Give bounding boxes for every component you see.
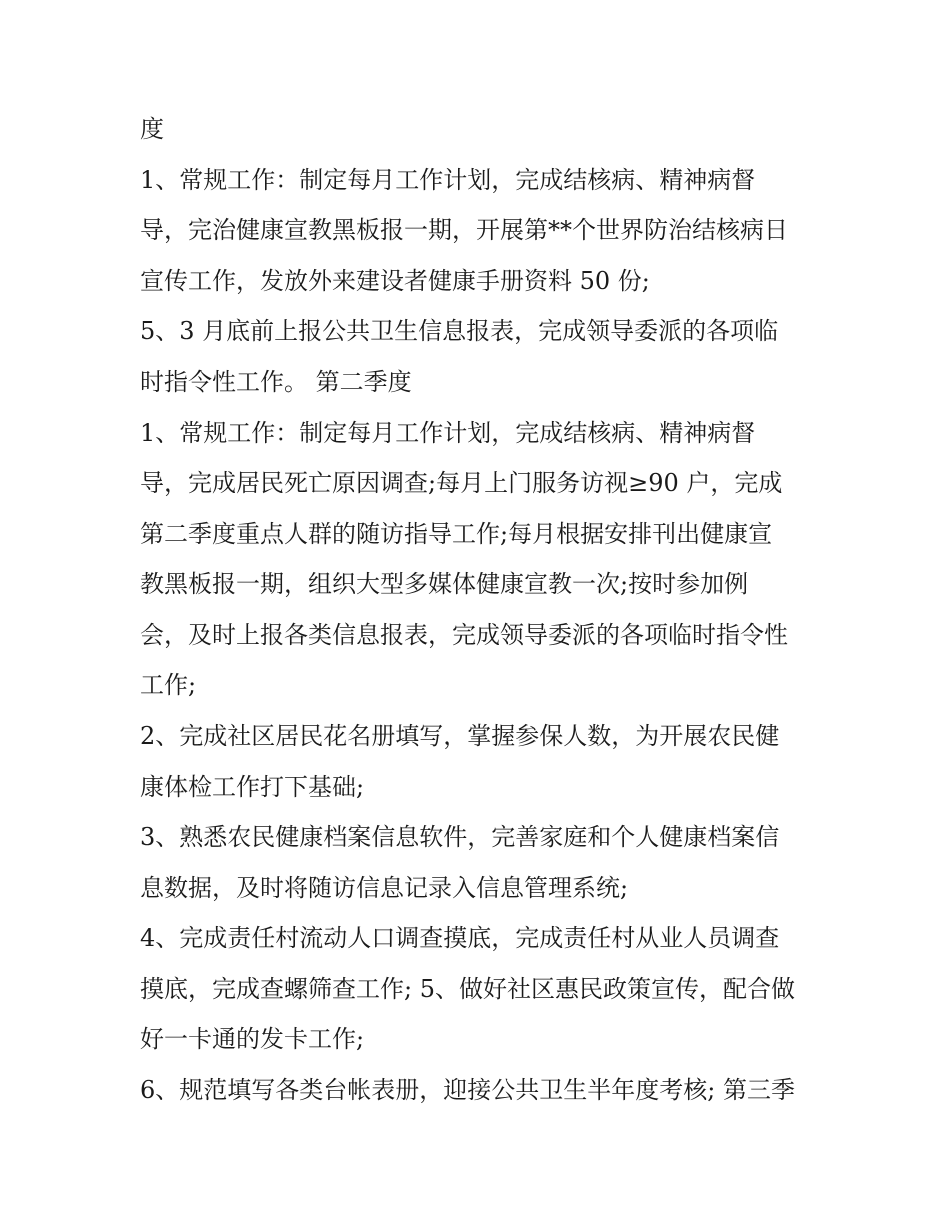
text-line: 6、规范填写各类台帐表册，迎接公共卫生半年度考核; 第三季 [140,1076,795,1104]
text-line: 导，完成居民死亡原因调查;每月上门服务访视≥90 户，完成 [140,469,783,497]
text-line: 3、熟悉农民健康档案信息软件，完善家庭和个人健康档案信 [140,823,780,851]
text-line: 1、常规工作：制定每月工作计划，完成结核病、精神病督 [140,419,756,447]
text-line: 好一卡通的发卡工作; [140,1025,365,1053]
text-line: 会，及时上报各类信息报表，完成领导委派的各项临时指令性 [140,621,788,649]
text-line: 导，完治健康宣教黑板报一期，开展第**个世界防治结核病日 [140,216,788,244]
text-line: 时指令性工作。 第二季度 [140,368,412,396]
text-line: 宣传工作，发放外来建设者健康手册资料 50 份; [140,267,650,295]
text-line: 2、完成社区居民花名册填写，掌握参保人数，为开展农民健 [140,722,780,750]
text-line: 息数据，及时将随访信息记录入信息管理系统; [140,874,629,902]
text-line: 5、3 月底前上报公共卫生信息报表，完成领导委派的各项临 [140,317,779,345]
text-line: 工作; [140,671,197,699]
text-line: 教黑板报一期，组织大型多媒体健康宣教一次;按时参加例 [140,570,749,598]
text-line: 度 [140,115,164,143]
text-line: 摸底，完成查螺筛查工作; 5、做好社区惠民政策宣传，配合做 [140,975,795,1003]
text-line: 4、完成责任村流动人口调查摸底，完成责任村从业人员调查 [140,924,780,952]
text-line: 康体检工作打下基础; [140,773,365,801]
text-line: 第二季度重点人群的随访指导工作;每月根据安排刊出健康宣 [140,520,773,548]
text-line: 1、常规工作：制定每月工作计划，完成结核病、精神病督 [140,166,756,194]
